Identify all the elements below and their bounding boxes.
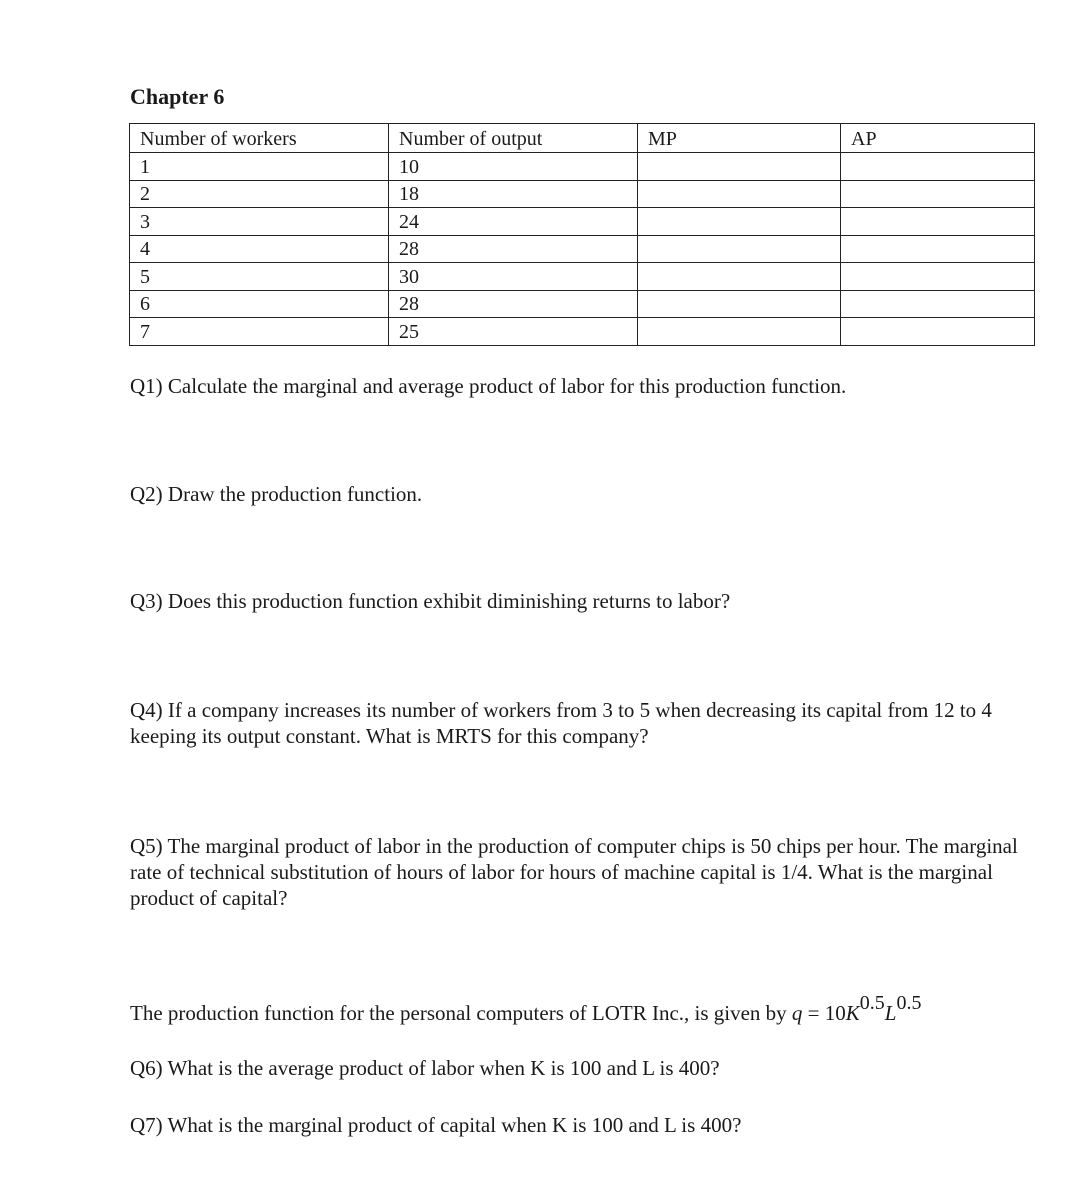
header-workers: Number of workers [130, 124, 389, 153]
table-row [130, 153, 1035, 181]
question-1: Q1) Calculate the marginal and average product of labor for this production function. [130, 374, 847, 398]
question-5: Q5) The marginal product of labor in the production of computer chips is 50 chips per hour. The marginal rate of technical substitution of hours of labor for hours of machine capital is 1/4. What is the marginal product of capital? [130, 834, 1018, 910]
formula-l-exponent: 0.5 [896, 992, 922, 1014]
formula-equals: = [802, 1001, 825, 1025]
formula-q: q [791, 1001, 803, 1025]
cell-output: 28 [389, 290, 638, 318]
formula-coef: 10 [824, 1001, 846, 1025]
question-6: Q6) What is the average product of labor when K is 100 and L is 400? [130, 1056, 720, 1080]
header-mp: MP [638, 124, 841, 153]
table-header-row [130, 124, 1035, 153]
cell-output: 25 [389, 318, 638, 346]
cell-workers: 1 [130, 153, 389, 181]
cell-mp [638, 290, 841, 318]
cell-output: 10 [389, 153, 638, 181]
table-row [130, 263, 1035, 291]
cell-ap [841, 153, 1035, 181]
production-table [129, 123, 1035, 346]
cell-mp [638, 153, 841, 181]
table-row [130, 180, 1035, 208]
cell-mp [638, 318, 841, 346]
cell-ap [841, 290, 1035, 318]
cell-workers: 4 [130, 235, 389, 263]
cell-output: 24 [389, 208, 638, 236]
intro-text: The production function for the personal computers of LOTR Inc., is given by [130, 1001, 787, 1025]
cell-ap [841, 318, 1035, 346]
table-row [130, 208, 1035, 236]
cell-workers: 6 [130, 290, 389, 318]
cell-mp [638, 208, 841, 236]
chapter-title: Chapter 6 [130, 84, 225, 109]
cell-mp [638, 263, 841, 291]
cell-mp [638, 180, 841, 208]
cell-ap [841, 235, 1035, 263]
cell-workers: 2 [130, 180, 389, 208]
question-4: Q4) If a company increases its number of workers from 3 to 5 when decreasing its capital from 12 to 4 keeping its output constant. What is MRTS for this company? [130, 698, 992, 748]
formula-k: K [845, 1001, 860, 1025]
table-row [130, 235, 1035, 263]
cell-output: 28 [389, 235, 638, 263]
question-7: Q7) What is the marginal product of capital when K is 100 and L is 400? [130, 1113, 742, 1137]
question-3: Q3) Does this production function exhibit diminishing returns to labor? [130, 589, 731, 613]
table-row [130, 290, 1035, 318]
header-ap: AP [841, 124, 1035, 153]
cell-ap [841, 208, 1035, 236]
production-function-intro [130, 992, 1030, 1026]
cell-output: 30 [389, 263, 638, 291]
cell-output: 18 [389, 180, 638, 208]
formula-k-exponent: 0.5 [859, 992, 885, 1014]
cell-workers: 5 [130, 263, 389, 291]
header-output: Number of output [389, 124, 638, 153]
production-function-formula [791, 992, 922, 1025]
cell-ap [841, 263, 1035, 291]
cell-mp [638, 235, 841, 263]
formula-l: L [884, 1001, 897, 1025]
question-2: Q2) Draw the production function. [130, 482, 423, 506]
cell-ap [841, 180, 1035, 208]
cell-workers: 3 [130, 208, 389, 236]
cell-workers: 7 [130, 318, 389, 346]
table-row [130, 318, 1035, 346]
